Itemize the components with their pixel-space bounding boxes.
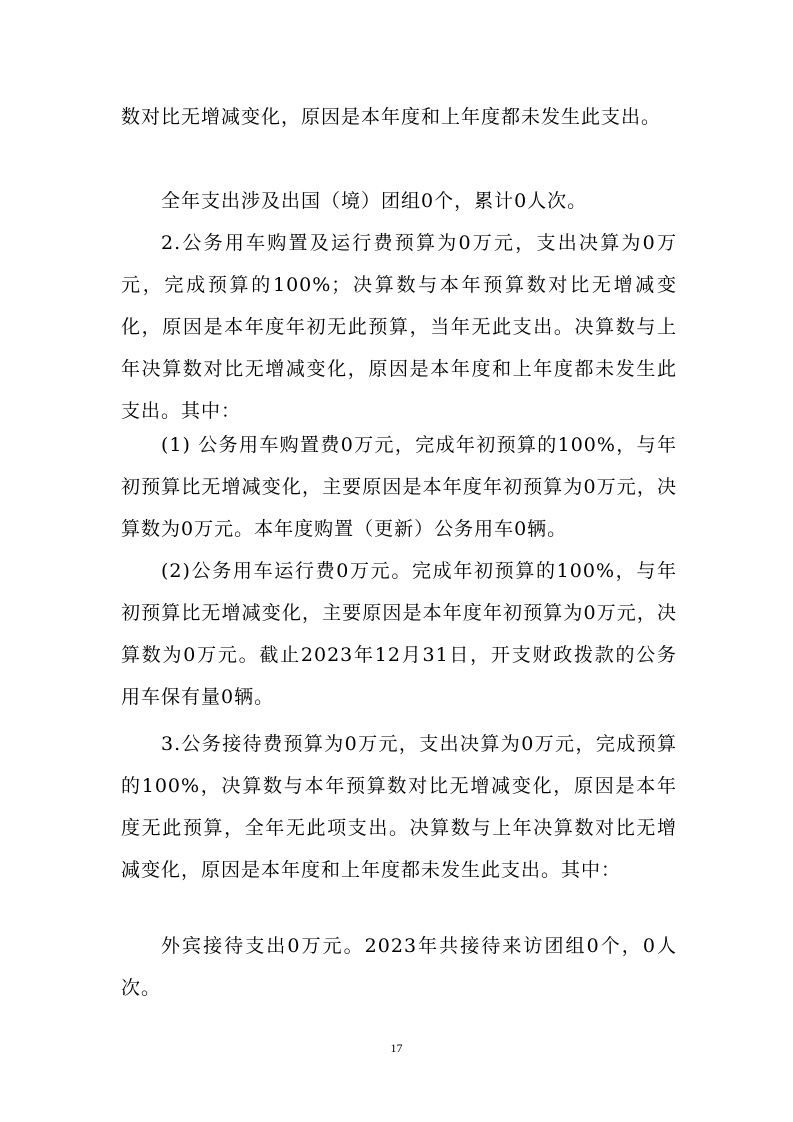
page-number: 17 (390, 1041, 403, 1055)
paragraph (121, 723, 677, 891)
paragraph-text: (1) 公务用车购置费0万元，完成年初预算的100%，与年初预算比无增减变化，主要原因是本年度年初预算为0万元，决算数为0万元。本年度购置（更新）公务用车0辆。 (121, 434, 677, 540)
paragraph (121, 925, 677, 1009)
paragraph-text: 数对比无增减变化，原因是本年度和上年度都未发生此支出。 (121, 106, 662, 128)
paragraph-text: (2)公务用车运行费0万元。完成年初预算的100%，与年初预算比无增减变化，主要原因是本年度年初预算为0万元，决算数为0万元。截止2023年12月31日，开支财政拨款的公务用车保有量0辆。 (121, 560, 677, 708)
paragraph (121, 424, 677, 550)
paragraph-text: 外宾接待支出0万元。2023年共接待来访团组0个，0人次。 (121, 935, 677, 999)
paragraph (121, 96, 677, 138)
paragraph (121, 222, 677, 432)
paragraph-text: 3.公务接待费预算为0万元，支出决算为0万元，完成预算的100%，决算数与本年预算数对比无增减变化，原因是本年度无此预算，全年无此项支出。决算数与上年决算数对比无增减变化，原因是本年度和上年度都未发生此支出。其中： (121, 733, 677, 881)
paragraph (121, 180, 677, 222)
paragraph-text: 2.公务用车购置及运行费预算为0万元，支出决算为0万元，完成预算的100%；决算数与本年预算数对比无增减变化，原因是本年度年初无此预算，当年无此支出。决算数与上年决算数对比无增减变化，原因是本年度和上年度都未发生此支出。其中： (121, 232, 677, 422)
paragraph (121, 550, 677, 718)
paragraph-text: 全年支出涉及出国（境）团组0个，累计0人次。 (161, 190, 588, 212)
